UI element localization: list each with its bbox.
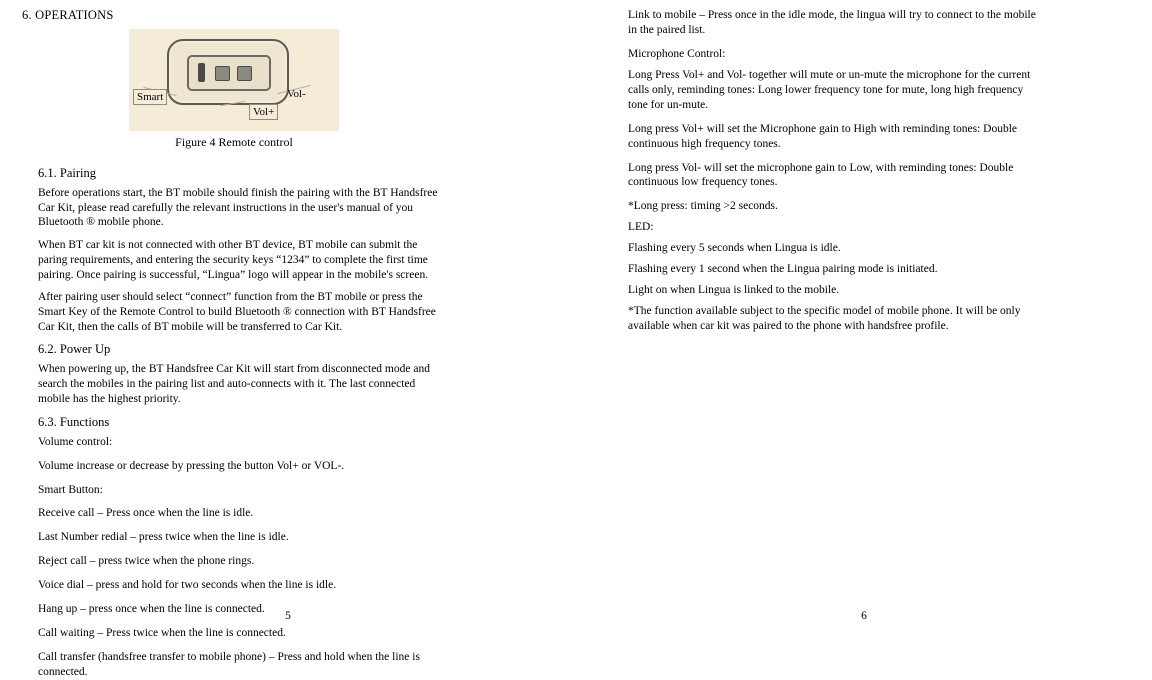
figure-caption: Figure 4 Remote control [175, 135, 293, 149]
page-left [0, 0, 576, 678]
functions-line-last-number-redial: Last Number redial – press twice when the line is idle. [38, 531, 289, 544]
functions-line-voice-dial: Voice dial – press and hold for two seconds when the line is idle. [38, 579, 337, 592]
functions-line-receive-call: Receive call – Press once when the line is idle. [38, 507, 254, 520]
paragraph-led-heading: LED: [628, 221, 654, 234]
figure-label-vol-minus: Vol- [287, 88, 306, 100]
vol-plus-button-shape [215, 66, 230, 81]
paragraph-long-press-note: *Long press: timing >2 seconds. [628, 200, 778, 213]
subsection-heading-power-up: 6.2. Power Up [38, 342, 111, 357]
figure-label-vol-plus: Vol+ [249, 104, 278, 120]
functions-line-smart-button: Smart Button: [38, 483, 103, 496]
paragraph-mic-gain-low: Long press Vol- will set the microphone gain to Low, with reminding tones: Double continuous low frequency tones. [628, 161, 1014, 189]
functions-line-volume-adjust: Volume increase or decrease by pressing the button Vol+ or VOL-. [38, 459, 345, 472]
paragraph-pairing-2: When BT car kit is not connected with other BT device, BT mobile can submit the paring requirements, and entering the security keys “1234” to complete the first time pairing. Once pairing is successful, “Lingua” logo will appear in the mobile's screen. [38, 239, 429, 281]
paragraph-microphone-control-heading: Microphone Control: [628, 47, 726, 60]
page-number-right: 6 [861, 610, 867, 622]
paragraph-mic-gain-high: Long press Vol+ will set the Microphone gain to High with reminding tones: Double continuous high frequency tones. [628, 122, 1018, 150]
smart-button-shape [198, 63, 205, 82]
subsection-heading-functions: 6.3. Functions [38, 414, 110, 429]
page-number-left: 5 [285, 610, 291, 622]
paragraph-mic-mute: Long Press Vol+ and Vol- together will mute or un-mute the microphone for the current calls only, reminding tones: Long lower frequency tone for mute, long high frequency tone for un-mute. [628, 68, 1031, 111]
remote-body-shape [167, 39, 289, 105]
functions-line-volume-control: Volume control: [38, 435, 113, 448]
functions-line-call-transfer: Call transfer (handsfree transfer to mobile phone) – Press and hold when the line is connected. [38, 651, 420, 678]
paragraph-pairing-1: Before operations start, the BT mobile should finish the pairing with the BT Handsfree Car Kit, please read carefully the relevant instructions in the user's manual of you Bluetooth ® mobile phone. [38, 187, 438, 229]
page-right [576, 0, 1152, 648]
right-page-body [628, 8, 1044, 334]
paragraph-led-linked: Light on when Lingua is linked to the mobile. [628, 284, 840, 297]
vol-minus-button-shape [237, 66, 252, 81]
functions-line-hang-up: Hang up – press once when the line is connected. [38, 603, 265, 616]
section-heading: 6. OPERATIONS [22, 8, 114, 22]
remote-control-illustration [129, 29, 339, 131]
functions-line-reject-call: Reject call – press twice when the phone rings. [38, 555, 255, 568]
paragraph-power-up-1: When powering up, the BT Handsfree Car Kit will start from disconnected mode and search the mobiles in the pairing list and auto-connects with it. The last connected mobile has the highest priority. [38, 363, 430, 405]
subsection-heading-pairing: 6.1. Pairing [38, 166, 96, 180]
paragraph-link-to-mobile: Link to mobile – Press once in the idle mode, the lingua will try to connect to the mobile in the paired list. [628, 9, 1036, 36]
functions-line-call-waiting: Call waiting – Press twice when the line is connected. [38, 627, 286, 640]
figure-4 [22, 29, 446, 158]
paragraph-footnote-function-availability: *The function available subject to the specific model of mobile phone. It will be only available when car kit was paired to the phone with handsfree profile. [628, 305, 1021, 332]
figure-label-smart: Smart [133, 89, 167, 105]
remote-keypad-shape [187, 55, 271, 91]
paragraph-led-pairing: Flashing every 1 second when the Lingua pairing mode is initiated. [628, 263, 938, 276]
functions-list [22, 435, 446, 680]
paragraph-pairing-3: After pairing user should select “connect” function from the BT mobile or press the Smart Key of the Remote Control to build Bluetooth ® connection with BT Handsfree Car Kit, then the calls of BT mobile will be transferred to Car Kit. [38, 291, 436, 333]
paragraph-led-idle: Flashing every 5 seconds when Lingua is idle. [628, 242, 841, 255]
